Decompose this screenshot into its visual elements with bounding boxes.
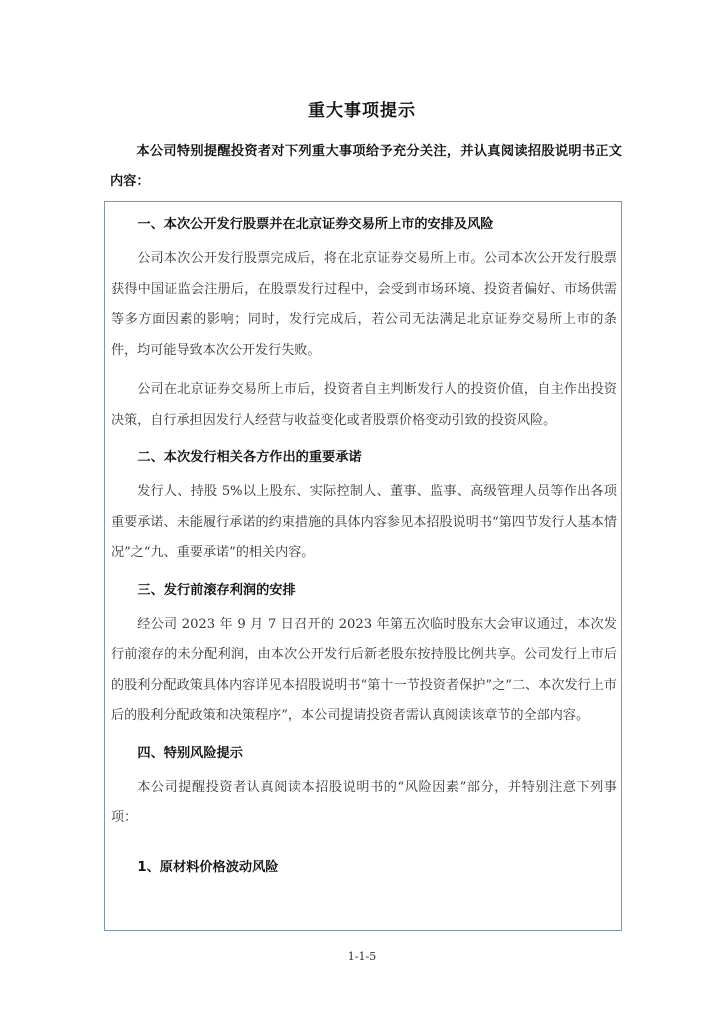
- subsection-heading: 1、原材料价格波动风险: [137, 859, 279, 875]
- section-2-heading: 二、本次发行相关各方作出的重要承诺: [137, 450, 362, 465]
- page-title: 重大事项提示: [308, 101, 416, 121]
- intro-paragraph: 本公司特别提醒投资者对下列重大事项给予充分关注，并认真阅读招股说明书正文内容：: [110, 144, 622, 189]
- page-number: 1-1-5: [347, 950, 377, 963]
- section-3-paragraph-1: 经公司 2023 年 9 月 7 日召开的 2023 年第五次临时股东大会审议通过，本次发行前滚存的未分配利润，由本次公开发行后新老股东按持股比例共享。公司发行上市后的股利分配政策具体内容详见本招股说明书“第十一节投资者保护”之“二、本次发行上市后的股利分配政策和决策程序”，本公司提请投资者需认真阅读该章节的全部内容。: [111, 616, 617, 723]
- box-content: [111, 202, 617, 875]
- section-1-paragraph-2: 公司在北京证券交易所上市后，投资者自主判断发行人的投资价值，自主作出投资决策，自行承担因发行人经营与收益变化或者股票价格变动引致的投资风险。: [111, 382, 617, 428]
- highlight-box: [104, 201, 622, 931]
- section-4-paragraph-1: 本公司提醒投资者认真阅读本招股说明书的“风险因素”部分，并特别注意下列事项：: [111, 779, 617, 825]
- section-3-heading: 三、发行前滚存利润的安排: [137, 582, 296, 598]
- section-1-paragraph-1: 公司本次公开发行股票完成后，将在北京证券交易所上市。公司本次公开发行股票获得中国证监会注册后，在股票发行过程中，会受到市场环境、投资者偏好、市场供需等多方面因素的影响；同时，发行完成后，若公司无法满足北京证券交易所上市的条件，均可能导致本次公开发行失败。: [111, 251, 617, 358]
- section-2-paragraph-1: 发行人、持股 5%以上股东、实际控制人、董事、监事、高级管理人员等作出各项重要承诺、未能履行承诺的约束措施的具体内容参见本招股说明书“第四节发行人基本情况”之“九、重要承诺”的相关内容。: [111, 484, 617, 560]
- section-4-heading: 四、特别风险提示: [137, 745, 243, 761]
- section-1-heading: 一、本次公开发行股票并在北京证券交易所上市的安排及风险: [137, 217, 494, 232]
